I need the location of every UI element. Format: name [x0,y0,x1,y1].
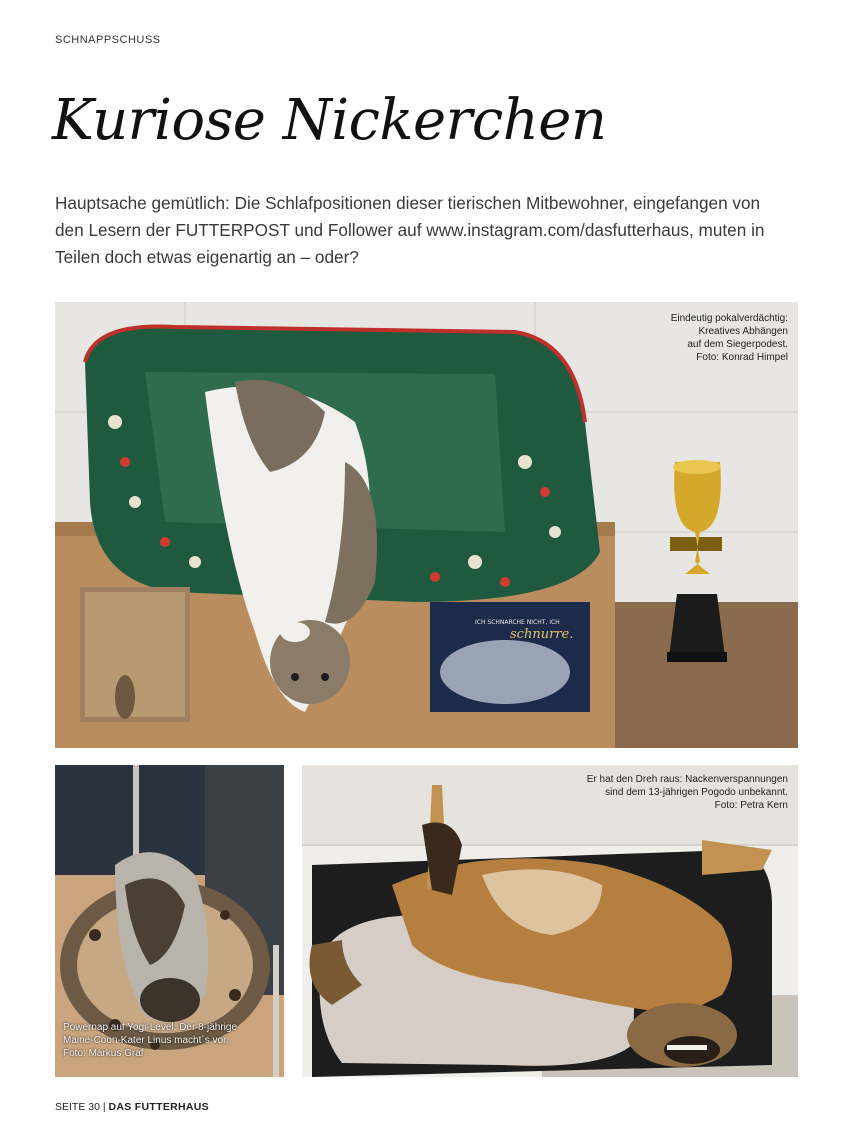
left-photo-maine-coon [55,765,284,1077]
left-photo-caption: Powernap auf Yogi-Level: Der 8-jährige Maine-Coon-Kater Linus macht´s vor. Foto: Markus Graf [63,1022,237,1059]
right-photo-dog-on-back [302,765,798,1077]
main-photo-cat-bed-trophy [55,302,798,748]
right-photo-caption: Er hat den Dreh raus: Nackenverspannungen sind dem 13-jährigen Pogodo unbekannt. Foto: Petra Kern [586,774,788,811]
postcard-text-1: ICH SCHNARCHE NICHT, ICH [475,619,560,626]
section-label: SCHNAPPSCHUSS [55,34,161,46]
brand-name: DAS FUTTERHAUS [108,1101,209,1113]
lead-paragraph: Hauptsache gemütlich: Die Schlafpositionen dieser tierischen Mitbewohner, eingefangen von den Lesern der FUTTERPOST und Follower auf www.instagram.com/dasfutterhaus, muten in Teilen doch etwas eigenartig an – oder? [55,193,765,267]
page-footer [55,1101,209,1113]
page-title: Kuriose Nickerchen [52,88,607,153]
page-number: SEITE 30 | [55,1101,106,1113]
postcard-text-2: schnurre. [510,627,574,642]
main-photo-caption: Eindeutig pokalverdächtig: Kreatives Abhängen auf dem Siegerpodest. Foto: Konrad Himpel [670,313,788,363]
